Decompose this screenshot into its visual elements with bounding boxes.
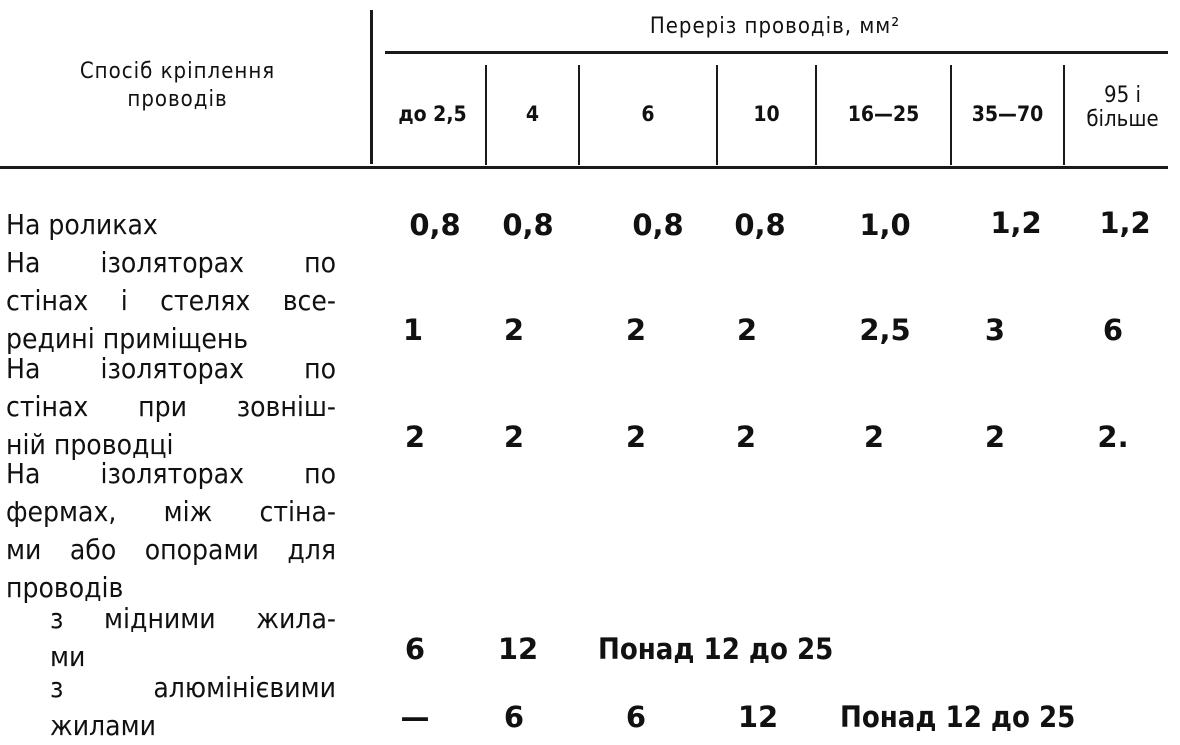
table-cell: 6 (404, 632, 426, 666)
table-cell: 2 (863, 420, 885, 454)
table-cell: 2,5 (859, 313, 911, 347)
table-cell: 12 (737, 700, 779, 734)
table-cell: 0,8 (409, 208, 461, 242)
column-header: 4 (525, 102, 540, 126)
table-cell: 0,8 (502, 208, 554, 242)
table-cell: 0,8 (734, 208, 786, 242)
table-cell: 1 (402, 313, 424, 347)
merged-cell-text: Понад 12 до 25 (598, 632, 834, 666)
merged-cell-text: Понад 12 до 25 (840, 700, 1076, 734)
row-label: На ізоляторах по стінах при зовніш- ній проводці (6, 352, 336, 461)
table-cell: 0,8 (632, 208, 684, 242)
method-column-header: Спосіб кріплення проводів (79, 59, 276, 112)
header-top-rule (385, 51, 1168, 54)
table-cell: — (400, 700, 430, 734)
table-cell: 6 (1102, 313, 1124, 347)
row-label: На роликах (6, 208, 158, 241)
method-column-divider (370, 10, 373, 164)
column-header: 16—25 (847, 102, 920, 126)
table-cell: 12 (497, 632, 539, 666)
table-cell: 6 (503, 700, 525, 734)
column-header: 6 (641, 102, 655, 126)
column-header: 35—70 (971, 102, 1044, 126)
table-cell: 6 (625, 700, 647, 734)
table-cell: 2 (735, 420, 757, 454)
row-label-sub: з алюмінієвими жилами (50, 671, 336, 742)
table-cell: 1,0 (859, 208, 911, 242)
header-bottom-rule (0, 166, 1168, 169)
row-label: На ізоляторах по фермах, між стіна- ми або опорами для проводів (6, 457, 336, 604)
table-cell: 2 (404, 420, 426, 454)
table-cell: 1,2 (1099, 206, 1151, 240)
table-cell: 2 (984, 420, 1006, 454)
row-label: На ізоляторах по стінах і стелях все- редині приміщень (6, 246, 336, 355)
column-header: 95 і більше (1086, 83, 1159, 132)
column-header: 10 (753, 102, 780, 126)
table-cell: 3 (984, 313, 1006, 347)
table-cell: 1,2 (990, 206, 1042, 240)
table-cell: 2 (625, 420, 647, 454)
table-cell: 2. (1097, 420, 1129, 454)
table-cell: 2 (503, 313, 525, 347)
table-cell: 2 (736, 313, 758, 347)
row-label-sub: з мідними жила- ми (50, 602, 336, 673)
table-cell: 2 (503, 420, 525, 454)
column-header: до 2,5 (398, 102, 467, 126)
table-cell: 2 (625, 313, 647, 347)
cross-section-group-header: Переріз проводів, мм² (649, 14, 901, 39)
